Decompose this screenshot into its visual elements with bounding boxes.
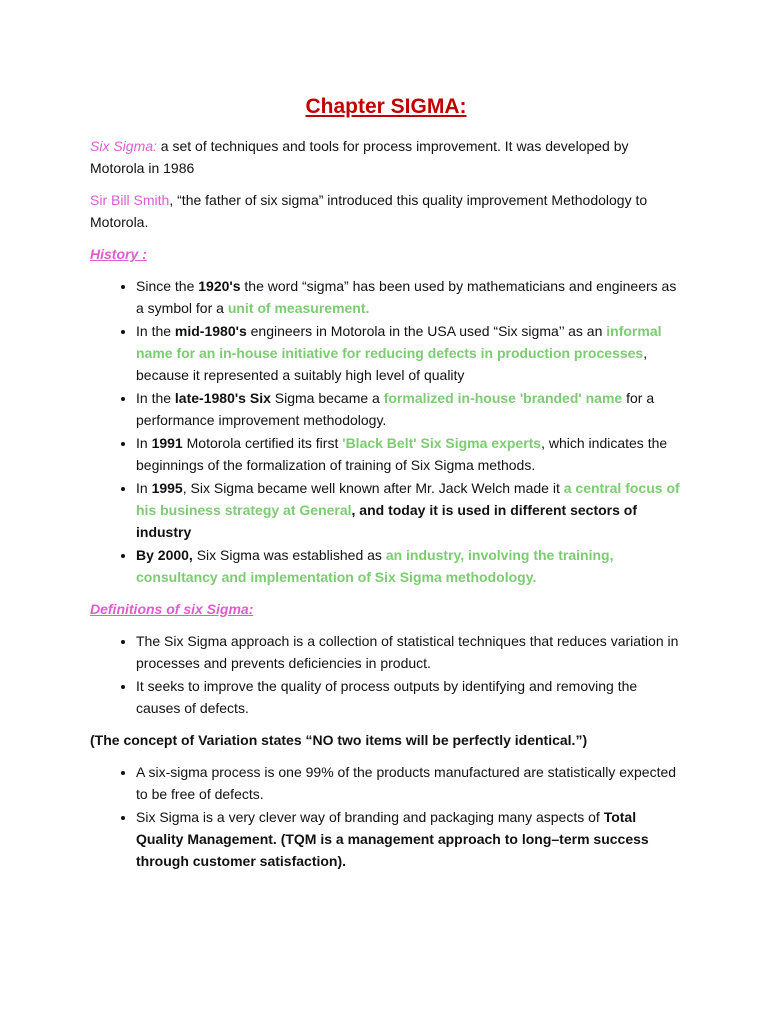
history-highlight: 'Black Belt' Six Sigma experts	[342, 435, 542, 451]
history-highlight: informal name for an in-house initiative for reducing defects in production processes	[136, 323, 662, 361]
history-year: late-1980's Six	[174, 390, 271, 406]
history-highlight: unit of measurement.	[227, 300, 370, 316]
document-page	[90, 93, 682, 882]
history-text: In the	[136, 390, 175, 406]
intro-paragraph-2	[90, 189, 682, 233]
history-text: the word “sigma” has been used by mathematicians and engineers as a symbol for a	[136, 278, 677, 316]
history-year: By 2000,	[136, 547, 193, 563]
history-text: Since the	[136, 278, 199, 294]
history-heading: History :	[90, 246, 147, 262]
history-item	[136, 544, 682, 588]
history-item	[136, 477, 682, 543]
definition-item: • The Six Sigma approach is a collection of statistical techniques that reduces variation in processes and prevents deficiencies in product.	[136, 630, 682, 674]
history-text: In	[136, 435, 152, 451]
history-text: , which indicates the beginnings of the formalization of training of Six Sigma methods.	[136, 435, 668, 473]
definition-item: • It seeks to improve the quality of process outputs by identifying and removing the causes of defects.	[136, 675, 682, 719]
history-year: 1920's	[198, 278, 241, 294]
history-item	[136, 320, 682, 386]
six-sigma-term: Six Sigma:	[90, 138, 157, 154]
final-item: • A six-sigma process is one 99% of the products manufactured are statistically expected to be free of defects.	[136, 761, 682, 805]
definitions-heading: Definitions of six Sigma:	[90, 601, 254, 617]
history-year: mid-1980's	[174, 323, 247, 339]
definitions-list	[90, 630, 682, 719]
tqm-text: Total Quality Management. (TQM is a management approach to long–term success through customer satisfaction).	[136, 809, 649, 869]
history-text: In the	[136, 323, 175, 339]
history-text: , and today it is used in different sectors of industry	[136, 502, 638, 540]
history-text: Motorola certified its first	[182, 435, 343, 451]
history-year: 1995	[151, 480, 183, 496]
history-text: , Six Sigma became well known after Mr. Jack Welch made it	[182, 480, 564, 496]
history-highlight: an industry, involving the training, consultancy and implementation of Six Sigma methodology.	[136, 547, 614, 585]
bill-smith-name: Sir Bill Smith	[90, 192, 170, 208]
history-highlight: formalized in-house 'branded' name	[383, 390, 627, 406]
history-item	[136, 432, 682, 476]
final-item-text: Six Sigma is a very clever way of branding and packaging many aspects of	[136, 809, 604, 825]
history-text: , because it represented a suitably high level of quality	[136, 345, 648, 383]
variation-concept: (The concept of Variation states “NO two items will be perfectly identical.”)	[90, 732, 588, 748]
history-text: Sigma became a	[270, 390, 384, 406]
history-text: engineers in Motorola in the USA used “Six sigma’’ as an	[246, 323, 607, 339]
history-item	[136, 275, 682, 319]
history-text: In	[136, 480, 152, 496]
history-text: for a performance improvement methodology.	[136, 390, 655, 428]
six-sigma-definition: a set of techniques and tools for process improvement. It was developed by Motorola in 1986	[90, 138, 629, 176]
intro-paragraph-1	[90, 135, 682, 179]
final-item	[136, 806, 682, 872]
history-text: Six Sigma was established as	[192, 547, 386, 563]
chapter-title: Chapter SIGMA:	[305, 95, 467, 118]
history-item	[136, 387, 682, 431]
history-list	[90, 275, 682, 588]
history-highlight: a central focus of his business strategy at General	[136, 480, 680, 518]
final-list	[90, 761, 682, 872]
history-year: 1991	[151, 435, 183, 451]
bill-smith-text: , “the father of six sigma” introduced this quality improvement Methodology to Motorola.	[90, 192, 648, 230]
